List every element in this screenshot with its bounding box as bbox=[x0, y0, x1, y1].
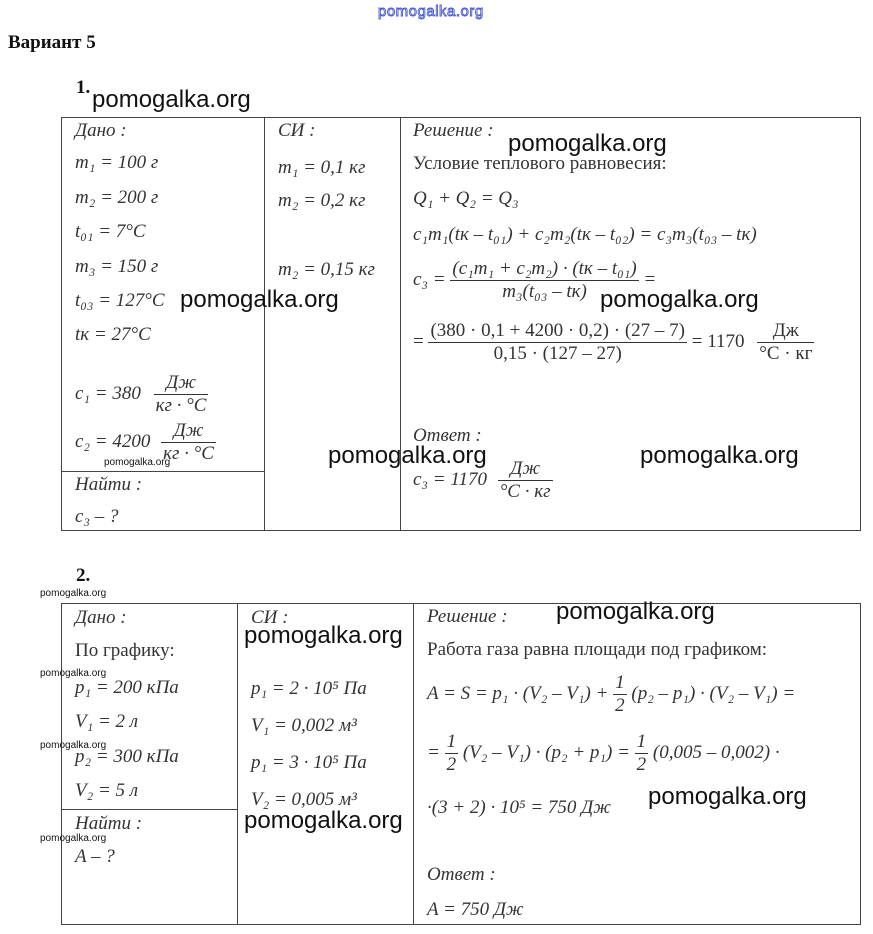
watermark-label: pomogalka.org bbox=[648, 783, 807, 810]
task2-given-line: p₂ = 300 кПа bbox=[75, 746, 179, 767]
task1-given-header: Дано : bbox=[75, 120, 127, 141]
eq3-end: = bbox=[643, 268, 657, 290]
watermark-label: pomogalka.org bbox=[40, 668, 107, 679]
task2-eq3: ·(3 + 2) · 10⁵ = 750 Дж bbox=[427, 797, 611, 818]
eq1-part-b: (p₂ – p₁) · (V₂ – V₁) = bbox=[631, 682, 796, 704]
task1-given-line: m₂ = 200 г bbox=[75, 187, 159, 208]
half-den: 2 bbox=[615, 695, 625, 716]
task1-answer-header: Ответ : bbox=[413, 425, 482, 446]
c1-unit-den: кг · °C bbox=[155, 395, 207, 416]
task2-si-line: p₁ = 3 · 10⁵ Па bbox=[251, 752, 367, 773]
half-num: 1 bbox=[446, 731, 457, 752]
c1-unit-num: Дж bbox=[154, 372, 209, 395]
eq2-part-b: (V₂ – V₁) · (p₂ + p₁) = bbox=[462, 741, 630, 763]
task2-find-header: Найти : bbox=[75, 813, 143, 834]
answer-lhs: c₃ = 1170 bbox=[413, 468, 487, 490]
task2-si-line: V₂ = 0,005 м³ bbox=[251, 789, 357, 810]
task1-eq1: Q₁ + Q₂ = Q₃ bbox=[413, 188, 519, 209]
task1-divider bbox=[61, 471, 265, 472]
task2-given-line: p₁ = 200 кПа bbox=[75, 677, 179, 698]
task2-given-line: V₂ = 5 л bbox=[75, 780, 139, 801]
eq4-denominator: 0,15 · (127 – 27) bbox=[493, 343, 622, 364]
answer-unit-den: °C · кг bbox=[499, 481, 551, 502]
eq3-numerator: (c₁m₁ + c₂m₂) · (tк – t₀₁) bbox=[452, 258, 637, 279]
task1-find-header: Найти : bbox=[75, 474, 143, 495]
eq2-part-a: = bbox=[427, 741, 440, 763]
half-fraction bbox=[635, 731, 649, 776]
eq4-unit bbox=[757, 320, 814, 365]
task1-given-line: tк = 27°C bbox=[75, 324, 151, 345]
task2-answer-header: Ответ : bbox=[427, 864, 496, 885]
task1-divider bbox=[264, 117, 265, 530]
task1-c1 bbox=[75, 372, 208, 417]
task2-si-line: V₁ = 0,002 м³ bbox=[251, 715, 357, 736]
watermark-label: pomogalka.org bbox=[40, 740, 107, 751]
task1-eq2: c₁m₁(tк – t₀₁) + c₂m₂(tк – t₀₂) = c₃m₃(t₀₃ – tк) bbox=[413, 224, 757, 245]
eq4-fraction bbox=[428, 320, 687, 365]
task2-eq2 bbox=[427, 731, 780, 776]
eq1-part-a: A = S = p₁ · (V₂ – V₁) + bbox=[427, 682, 609, 704]
watermark-label: pomogalka.org bbox=[104, 457, 171, 468]
watermark-label: pomogalka.org bbox=[244, 807, 403, 834]
eq4-value: = 1170 bbox=[691, 330, 745, 352]
watermark-label: pomogalka.org bbox=[508, 130, 667, 157]
eq2-part-c: (0,005 – 0,002) · bbox=[652, 741, 780, 763]
half-fraction bbox=[445, 731, 459, 776]
c1-label: c₁ = 380 bbox=[75, 382, 141, 404]
task1-answer bbox=[413, 458, 553, 503]
eq3-denominator: m₃(t₀₃ – tк) bbox=[502, 281, 587, 302]
watermark-label: pomogalka.org bbox=[40, 588, 107, 599]
top-watermark: pomogalka.org bbox=[378, 3, 484, 20]
task2-number: 2. bbox=[76, 565, 91, 586]
watermark-label: pomogalka.org bbox=[556, 598, 715, 625]
task1-solution-header: Решение : bbox=[413, 120, 494, 141]
task2-eq1 bbox=[427, 672, 795, 717]
half-fraction bbox=[613, 672, 627, 717]
watermark-label: pomogalka.org bbox=[600, 286, 759, 313]
task2-answer: A = 750 Дж bbox=[427, 899, 524, 920]
task2-divider bbox=[61, 809, 238, 810]
task1-number: 1. bbox=[76, 77, 91, 98]
task1-find-value: c₃ – ? bbox=[75, 506, 119, 527]
task2-si-header: СИ : bbox=[251, 607, 289, 628]
task1-si-line: m₂ = 0,2 кг bbox=[278, 190, 366, 211]
c2-unit-num: Дж bbox=[161, 420, 216, 443]
half-num: 1 bbox=[615, 672, 625, 693]
task1-given-line: m₁ = 100 г bbox=[75, 152, 159, 173]
eq4-numerator: (380 · 0,1 + 4200 · 0,2) · (27 – 7) bbox=[430, 320, 685, 341]
task1-given-line: t₀₁ = 7°C bbox=[75, 221, 146, 242]
eq4-unit-den: °C · кг bbox=[759, 343, 813, 364]
answer-unit-num: Дж bbox=[498, 458, 553, 481]
watermark-label: pomogalka.org bbox=[180, 286, 339, 313]
task1-given-line: m₃ = 150 г bbox=[75, 256, 159, 277]
task2-find-value: A – ? bbox=[75, 846, 115, 867]
half-den: 2 bbox=[446, 754, 457, 775]
task2-divider bbox=[413, 603, 414, 924]
task2-divider bbox=[237, 603, 238, 924]
task1-si-line: m₁ = 0,1 кг bbox=[278, 157, 366, 178]
variant-title: Вариант 5 bbox=[8, 32, 96, 53]
eq4-lhs: = bbox=[413, 330, 424, 352]
task1-solution-intro: Условие теплового равновесия: bbox=[413, 153, 667, 174]
half-den: 2 bbox=[636, 754, 647, 775]
c1-unit bbox=[154, 372, 209, 417]
task2-given-line: По графику: bbox=[75, 640, 175, 661]
c2-label: c₂ = 4200 bbox=[75, 430, 151, 452]
c2-unit-den: кг · °C bbox=[163, 443, 214, 464]
watermark-label: pomogalka.org bbox=[640, 442, 799, 469]
task1-eq4 bbox=[413, 320, 814, 365]
task2-solution-header: Решение : bbox=[427, 606, 508, 627]
half-num: 1 bbox=[636, 731, 647, 752]
task1-si-line: m₂ = 0,15 кг bbox=[278, 259, 375, 280]
watermark-label: pomogalka.org bbox=[92, 86, 251, 113]
eq3-lhs: c₃ = bbox=[413, 268, 446, 290]
eq4-unit-num: Дж bbox=[757, 320, 814, 343]
watermark-label: pomogalka.org bbox=[244, 622, 403, 649]
watermark-label: pomogalka.org bbox=[328, 442, 487, 469]
task1-given-line: t₀₃ = 127°C bbox=[75, 290, 165, 311]
task1-si-header: СИ : bbox=[278, 120, 316, 141]
task2-solution-intro: Работа газа равна площади под графиком: bbox=[427, 639, 768, 660]
task2-given-line: V₁ = 2 л bbox=[75, 711, 139, 732]
task2-si-line: p₁ = 2 · 10⁵ Па bbox=[251, 678, 367, 699]
task2-given-header: Дано : bbox=[75, 607, 127, 628]
watermark-label: pomogalka.org bbox=[40, 833, 107, 844]
answer-unit bbox=[498, 458, 553, 503]
